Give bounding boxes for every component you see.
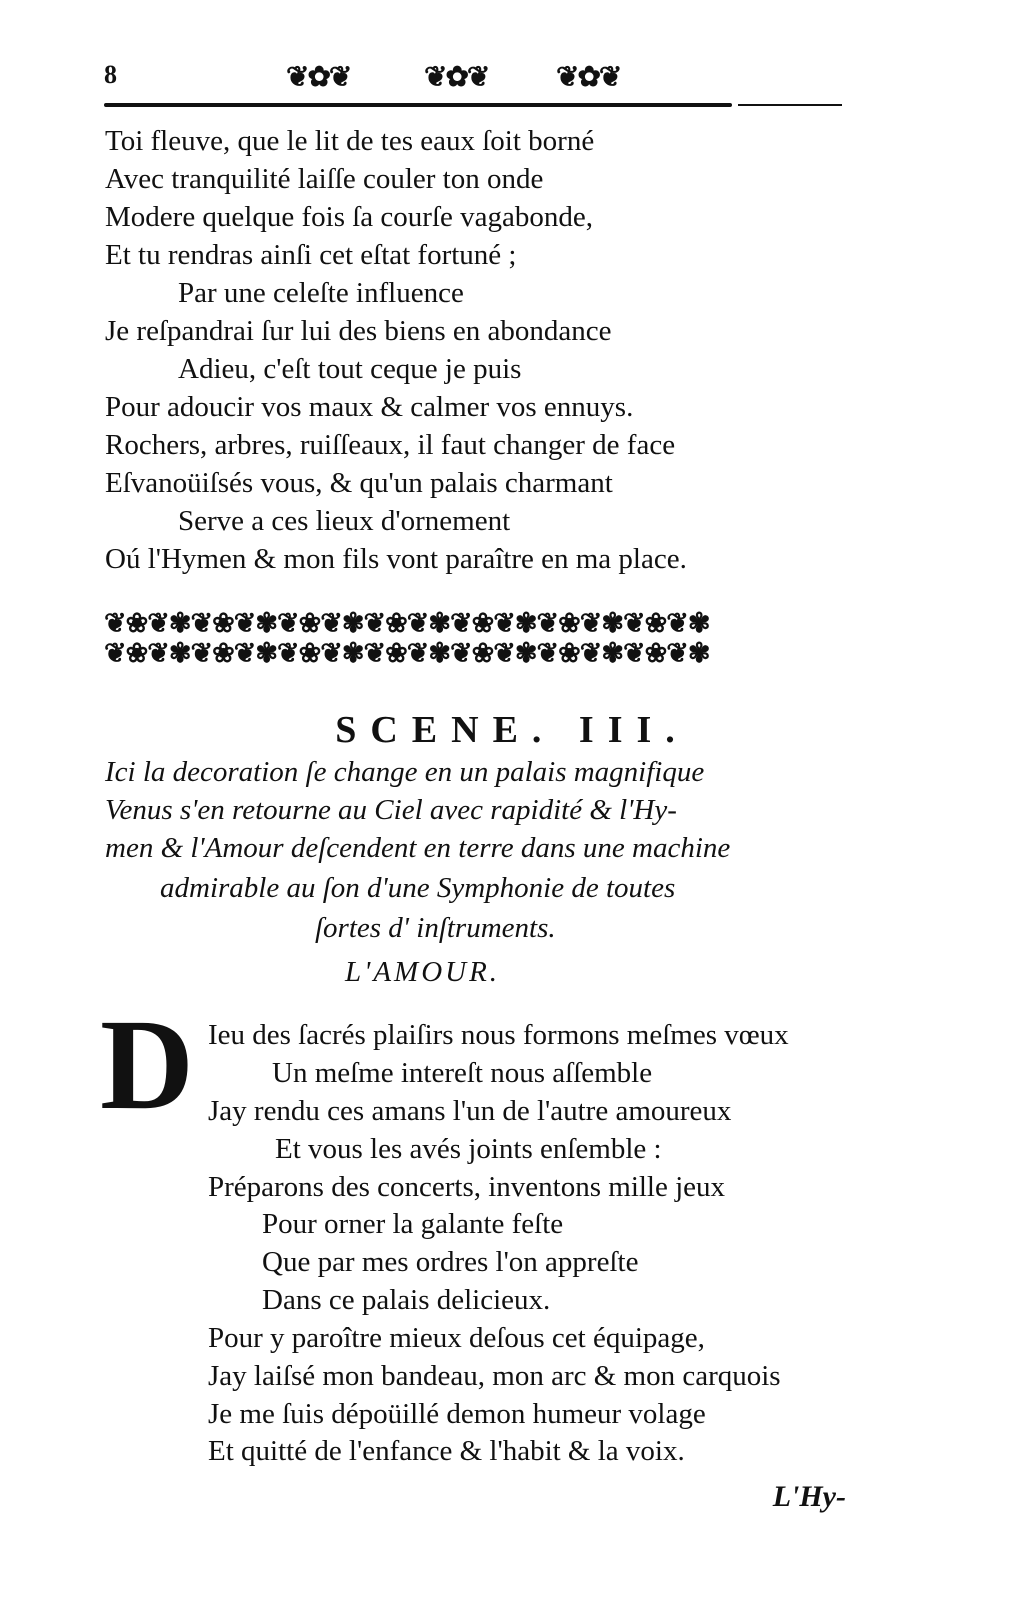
header-rule xyxy=(104,103,732,107)
verse-line: Oú l'Hymen & mon fils vont paraître en ma place. xyxy=(105,543,687,575)
verse-line: Jay laiſsé mon bandeau, mon arc & mon carquois xyxy=(208,1360,781,1392)
verse-line: Je reſpandrai ſur lui des biens en abondance xyxy=(105,315,612,347)
verse-line: Dans ce palais delicieux. xyxy=(262,1284,551,1316)
stage-direction-line: admirable au ſon d'une Symphonie de toutes xyxy=(160,872,676,904)
ornament-row: ❦❀❦✾❦❀❦✾❦❀❦✾❦❀❦✾❦❀❦✾❦❀❦✾❦❀❦✾ xyxy=(104,608,710,638)
verse-line: Serve a ces lieux d'ornement xyxy=(178,505,511,537)
ornament-band xyxy=(104,608,846,670)
verse-line: Et tu rendras ainſi cet eſtat fortuné ; xyxy=(105,239,517,271)
drop-cap: D xyxy=(100,993,194,1137)
verse-line: Et vous les avés joints enſemble : xyxy=(275,1133,662,1165)
verse-line: Toi fleuve, que le lit de tes eaux ſoit borné xyxy=(105,125,595,157)
ornament-row: ❦❀❦✾❦❀❦✾❦❀❦✾❦❀❦✾❦❀❦✾❦❀❦✾❦❀❦✾ xyxy=(104,638,710,668)
verse-line: Que par mes ordres l'on appreſte xyxy=(262,1246,639,1278)
verse-line: Modere quelque fois ſa courſe vagabonde, xyxy=(105,201,593,233)
verse-line: Et quitté de l'enfance & l'habit & la voix. xyxy=(208,1435,685,1467)
verse-line: Pour orner la galante feſte xyxy=(262,1208,564,1240)
verse-line: Rochers, arbres, ruiſſeaux, il faut changer de face xyxy=(105,429,676,461)
header-ornament: ❦✿❦ xyxy=(556,62,621,93)
stage-direction-line: men & l'Amour deſcendent en terre dans une machine xyxy=(105,832,731,864)
page-number: 8 xyxy=(104,60,117,89)
verse-line: Par une celeſte influence xyxy=(178,277,464,309)
verse-line: Préparons des concerts, inventons mille jeux xyxy=(208,1171,726,1203)
verse-line: Adieu, c'eſt tout ceque je puis xyxy=(178,353,522,385)
header-ornament: ❦✿❦ xyxy=(424,62,489,93)
verse-line: Jay rendu ces amans l'un de l'autre amoureux xyxy=(208,1095,732,1127)
verse-line: Pour adoucir vos maux & calmer vos ennuys. xyxy=(105,391,634,423)
verse-line: Pour y paroître mieux deſous cet équipage, xyxy=(208,1322,705,1354)
catchword: L'Hy- xyxy=(772,1480,846,1513)
scene-title: SCENE. III. xyxy=(335,709,689,751)
stage-direction-line: ſortes d' inſtruments. xyxy=(315,912,556,944)
header-rule xyxy=(738,104,842,106)
header-ornament: ❦✿❦ xyxy=(286,62,351,93)
verse-line: Un meſme intereſt nous aſſemble xyxy=(272,1057,653,1089)
speaker-name: L'AMOUR. xyxy=(345,956,501,988)
verse-line: Avec tranquilité laiſſe couler ton onde xyxy=(105,163,544,195)
verse-line: Ieu des ſacrés plaiſirs nous formons meſmes vœux xyxy=(208,1019,789,1051)
stage-direction-line: Ici la decoration ſe change en un palais magnifique xyxy=(105,756,705,788)
verse-line: Eſvanoüiſsés vous, & qu'un palais charmant xyxy=(105,467,613,499)
verse-line: Je me ſuis dépoüillé demon humeur volage xyxy=(208,1398,706,1430)
stage-direction-line: Venus s'en retourne au Ciel avec rapidité & l'Hy- xyxy=(105,794,677,826)
